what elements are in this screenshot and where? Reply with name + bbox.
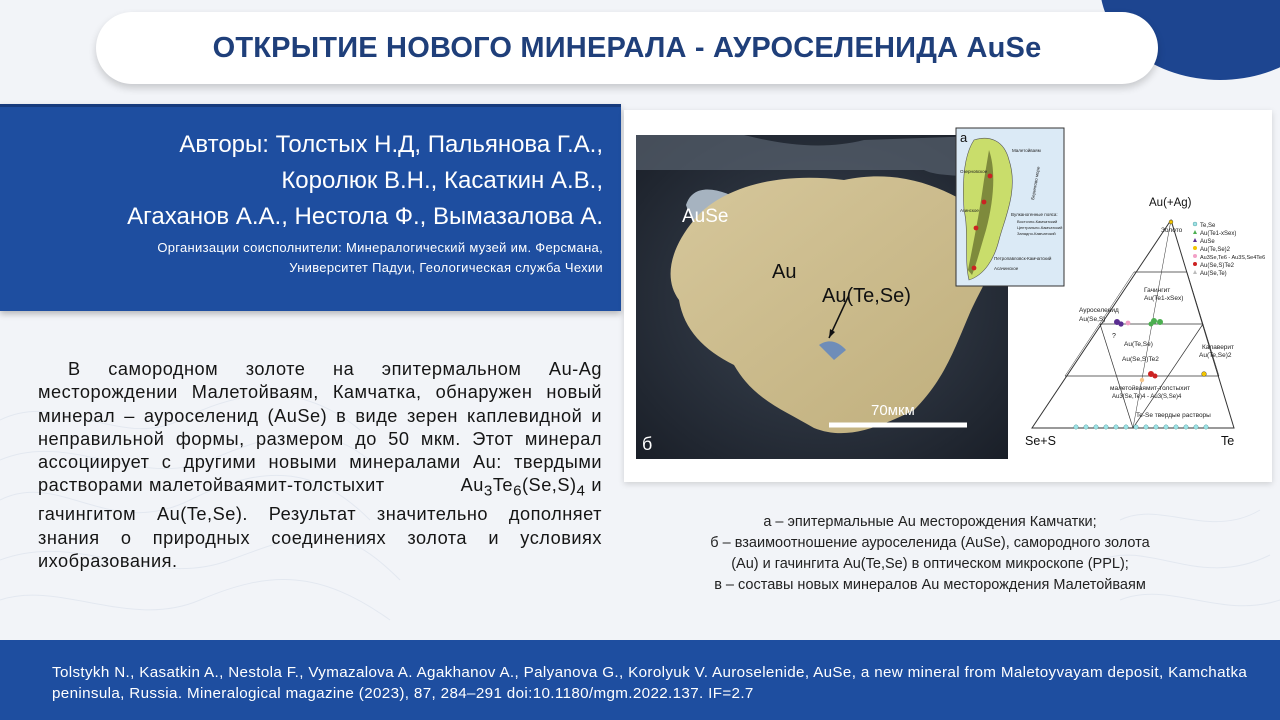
ternary-label: Au(Te,Se)2 (1199, 352, 1232, 359)
map-label: Восточно-Камчатский (1017, 219, 1058, 224)
authors-line: Королюк В.Н., Касаткин А.В., (281, 167, 603, 194)
ternary-label: Te-Se твердые растворы (1136, 412, 1211, 419)
map-label: Вулканогенные пояса: (1011, 212, 1058, 217)
svg-text:Au(Se,S)Te2: Au(Se,S)Te2 (1200, 263, 1235, 269)
photo-label-aute: Au(Te,Se) (822, 285, 911, 307)
title-banner (96, 12, 1158, 84)
svg-text:Te,Se: Te,Se (1200, 223, 1216, 229)
photo-label-au: Au (772, 261, 797, 283)
caption-line: б – взаимоотношение ауроселенида (AuSe), самородного золота (710, 535, 1150, 551)
caption-line: в – составы новых минералов Au месторождения Малетойваям (714, 577, 1146, 593)
authors-line: Авторы: Толстых Н.Д, Пальянова Г.А., (179, 131, 603, 158)
micrograph-photo (636, 135, 1008, 459)
map-label: Западно-Камчатский (1017, 231, 1056, 236)
caption-line: (Au) и гачингита Au(Te,Se) в оптическом микроскопе (PPL); (731, 556, 1129, 572)
map-panel-letter: а (960, 130, 968, 145)
ternary-label: Калаверит (1202, 344, 1235, 351)
ternary-apex-top: Au(+Ag) (1149, 197, 1192, 209)
photo-panel-letter: б (642, 434, 653, 454)
ternary-label: Au(Se,S)Te2 (1122, 356, 1159, 363)
map-label: Малетойваям (1012, 148, 1041, 153)
ternary-label: Au(Te,Se) (1124, 341, 1153, 348)
page-title: ОТКРЫТИЕ НОВОГО МИНЕРАЛА - АУРОСЕЛЕНИДА AuSe (212, 31, 1042, 64)
ternary-apex-left: Se+S (1025, 434, 1056, 448)
ternary-apex-right: Te (1221, 434, 1235, 448)
ternary-label: Au3(Se,Te)4 - Au3(S,Se)4 (1112, 394, 1182, 400)
map-label: Берингово море (1030, 166, 1041, 201)
figure-card (624, 110, 1272, 482)
authors-line: Агаханов А.А., Нестола Ф., Вымазалова А. (127, 203, 603, 230)
authors-list (3, 127, 603, 235)
map-label: Асачинское (994, 266, 1019, 271)
ternary-label: Гачингит (1144, 287, 1171, 294)
ternary-label: Au(Se,S) (1079, 316, 1106, 323)
ternary-label: Au(Te1-xSex) (1144, 295, 1184, 302)
authors-panel (0, 104, 621, 311)
svg-text:Au(Se,Te): Au(Se,Te) (1200, 271, 1227, 277)
photo-scale-label: 70мкм (871, 402, 915, 419)
map-label: Центрально-Камчатский (1017, 225, 1063, 230)
kamchatka-map (956, 128, 1064, 286)
svg-text:Au(Te1-xSex): Au(Te1-xSex) (1200, 231, 1237, 237)
description-text (38, 358, 602, 573)
svg-text:AuSe: AuSe (1200, 239, 1215, 245)
description-part2: и гачингитом Au(Te,Se). Результат значительно дополняет знания о природных соединениях золота и условиях ихобразования. (38, 475, 602, 572)
svg-text:Au(Te,Se)2: Au(Te,Se)2 (1200, 247, 1231, 253)
ternary-label: Ауроселенид (1079, 307, 1119, 314)
organizations (3, 238, 603, 278)
org-line: Организации соисполнители: Минералогический музей им. Ферсмана, (157, 240, 603, 255)
description-part1: В самородном золоте на эпитермальном Au-Ag месторождении Малетойваям, Камчатка, обнаружен новый минерал – ауроселенид (AuSe) в виде зерен каплевидной и неправильной формы, размером до 50 мкм. Этот минерал ассоциирует с другими новыми минералами Au: твердыми растворами малетойваямит-толстыхит (38, 359, 602, 496)
caption-line: а – эпитермальные Au месторождения Камчатки; (763, 514, 1097, 530)
figure-graphic (624, 110, 1272, 482)
ternary-label: малетойваямит-толстыхит (1110, 385, 1191, 392)
map-label: Петропавловск-Камчатский (994, 256, 1052, 261)
ternary-legend (1193, 222, 1265, 277)
formula: $Au_3Te_6(Se,S)_4$ (460, 475, 586, 501)
photo-label-ause: AuSe (682, 206, 729, 227)
ternary-label: Золото (1161, 227, 1183, 234)
map-label: Озерновское (960, 169, 988, 174)
citation-text: Tolstykh N., Kasatkin A., Nestola F., Vymazalova A. Agakhanov A., Palyanova G., Korolyuk V. Auroselenide, AuSe, a new mineral from Maletoyvayam deposit, Kamchatka peninsula, Russia. Mineralogical magazine (2023), 87, 284–291 doi:10.1180/mgm.2022.137. IF=2.7 (52, 664, 1248, 702)
org-line: Университет Падуи, Геологическая служба Чехии (289, 260, 603, 275)
map-label: Агинское (960, 208, 979, 213)
figure-caption (650, 512, 1210, 596)
svg-text:Au3Se,Te6 - Au3S,Se4Te6: Au3Se,Te6 - Au3S,Se4Te6 (1200, 255, 1266, 261)
ternary-label: ? (1112, 333, 1116, 340)
